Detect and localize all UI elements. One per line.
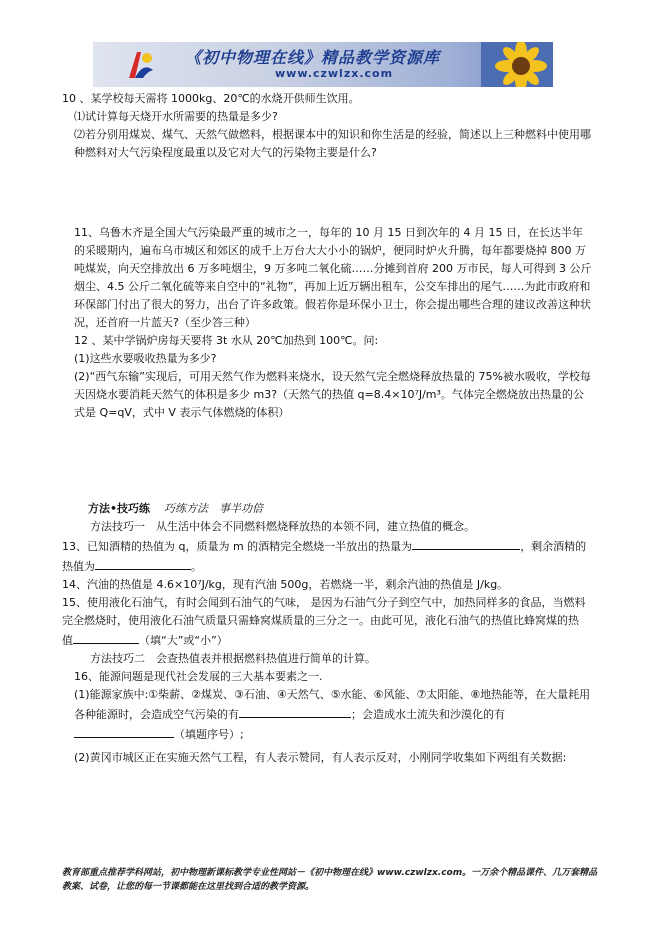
site-logo-icon: [123, 48, 157, 82]
banner-title: 《初中物理在线》精品教学资源库: [185, 48, 441, 67]
q16-text-b: ；会造成水土流失和沙漠化的有: [351, 708, 505, 721]
q16-text-a: (1)能源家族中:①柴薪、②煤炭、③石油、④天然气、⑤水能、⑥风能、⑦太阳能、⑧地热能等，在大量耗用各种能源时，会造成空气污染的有: [74, 688, 591, 721]
q13-text-c: 。: [191, 560, 202, 573]
q13-text-a: 13、已知酒精的热值为 q，质量为 m 的酒精完全燃烧一半放出的热量为: [62, 540, 413, 553]
q11: 11、乌鲁木齐是全国大气污染最严重的城市之一，每年的 10 月 15 日到次年的 4 月 15 日，在长达半年的采暖期内，遍布乌市城区和郊区的成千上万台大大小小的锅炉，便同时炉火升腾，每年都要烧掉 800 万吨煤炭，向天空排放出 6 万多吨烟尘，9 万多吨二氧化硫……分摊到首府 200 万市民，每人可得到 3 公斤烟尘、4.5 公斤二氧化硫等来自空中的“礼物”，再加上近万辆出租车，公交车排出的尾气……为此市政府和环保部门付出了很大的努力，出台了许多政策。假若你是环保小卫士，你会提出哪些合理的建议改善这种状况，还首府一片蓝天?（至少答三种）: [74, 226, 592, 329]
method-tip-1: 方法技巧一 从生活中体会不同燃料燃烧释放热的本领不同，建立热值的概念。: [90, 520, 475, 533]
q13-blank-1[interactable]: [412, 536, 520, 550]
q12-part2: (2)“西气东输”实现后，可用天然气作为燃料来烧水，设天然气完全燃烧释放热量的 75%被水吸收，学校每天因烧水要消耗天然气的体积是多少 m3?（天然气的热值 q=8.4×10⁷J/m³。气体完全燃烧放出热量的公式是 Q=qV，式中 V 表示气体燃烧的体积）: [74, 370, 591, 419]
q16-text-c: （填题序号）;: [174, 728, 244, 741]
q13: [62, 536, 592, 576]
page-footer: 教育部重点推荐学科网站，初中物理新课标教学专业性网站－《初中物理在线》www.czwlzx.com。一万余个精品课件、几万套精品教案、试卷，让您的每一节课都能在这里找到合适的教学资源。: [62, 868, 598, 892]
q16-part2: (2)黄冈市城区正在实施天然气工程，有人表示赞同，有人表示反对，小刚同学收集如下两组有关数据:: [74, 751, 567, 764]
q15-blank[interactable]: [73, 630, 139, 644]
header-banner: [93, 42, 553, 87]
method-subtitle: 巧练方法 事半功倍: [164, 502, 264, 515]
q10-part1: ⑴试计算每天烧开水所需要的热量是多少?: [74, 110, 278, 123]
q13-blank-2[interactable]: [95, 556, 191, 570]
q16-stem: 16、能源问题是现代社会发展的三大基本要素之一.: [74, 670, 323, 683]
q14: 14、汽油的热值是 4.6×10⁷J/kg，现有汽油 500g，若燃烧一半，剩余汽油的热值是 J/kg。: [62, 578, 509, 591]
q13-text-b: ，剩余酒精的热值为: [62, 540, 587, 573]
q10-part2: ⑵若分别用煤炭、煤气、天然气做燃料，根据课本中的知识和你生活是的经验，简述以上三种燃料中使用哪种燃料对大气污染程度最重以及它对大气的污染物主要是什么?: [74, 128, 591, 159]
banner-url[interactable]: www.czwlzx.com: [275, 67, 394, 80]
q15-text-b: 值: [62, 634, 73, 647]
method-title: 方法•技巧练: [88, 502, 151, 515]
q15-text-c: （填“大”或“小”）: [139, 634, 228, 647]
method-heading: [62, 500, 592, 518]
method-tip-2: 方法技巧二 会查热值表并根据燃料热值进行简单的计算。: [90, 652, 376, 665]
q16-blank-2[interactable]: [74, 724, 174, 738]
document-body: [62, 90, 592, 772]
q16-part1: [62, 686, 592, 744]
q12-stem: 12 、某中学锅炉房每天要将 3t 水从 20℃加热到 100℃。问:: [74, 334, 379, 347]
q16-blank-1[interactable]: [239, 704, 351, 718]
sunflower-icon: [481, 42, 553, 87]
q10-stem: 10 、某学校每天需将 1000kg、20℃的水烧开供师生饮用。: [62, 92, 360, 105]
q15-text: 15、使用液化石油气，有时会闻到石油气的气味， 是因为石油气分子到空气中，加热同样多的食品，当燃料完全燃烧时，使用液化石油气质量只需蜂窝煤质量的三分之一。由此可见，液化石油气的热值比蜂窝煤的热: [62, 596, 586, 627]
q15-answer-line: [62, 630, 592, 650]
q12-part1: (1)这些水要吸收热量为多少?: [74, 352, 217, 365]
